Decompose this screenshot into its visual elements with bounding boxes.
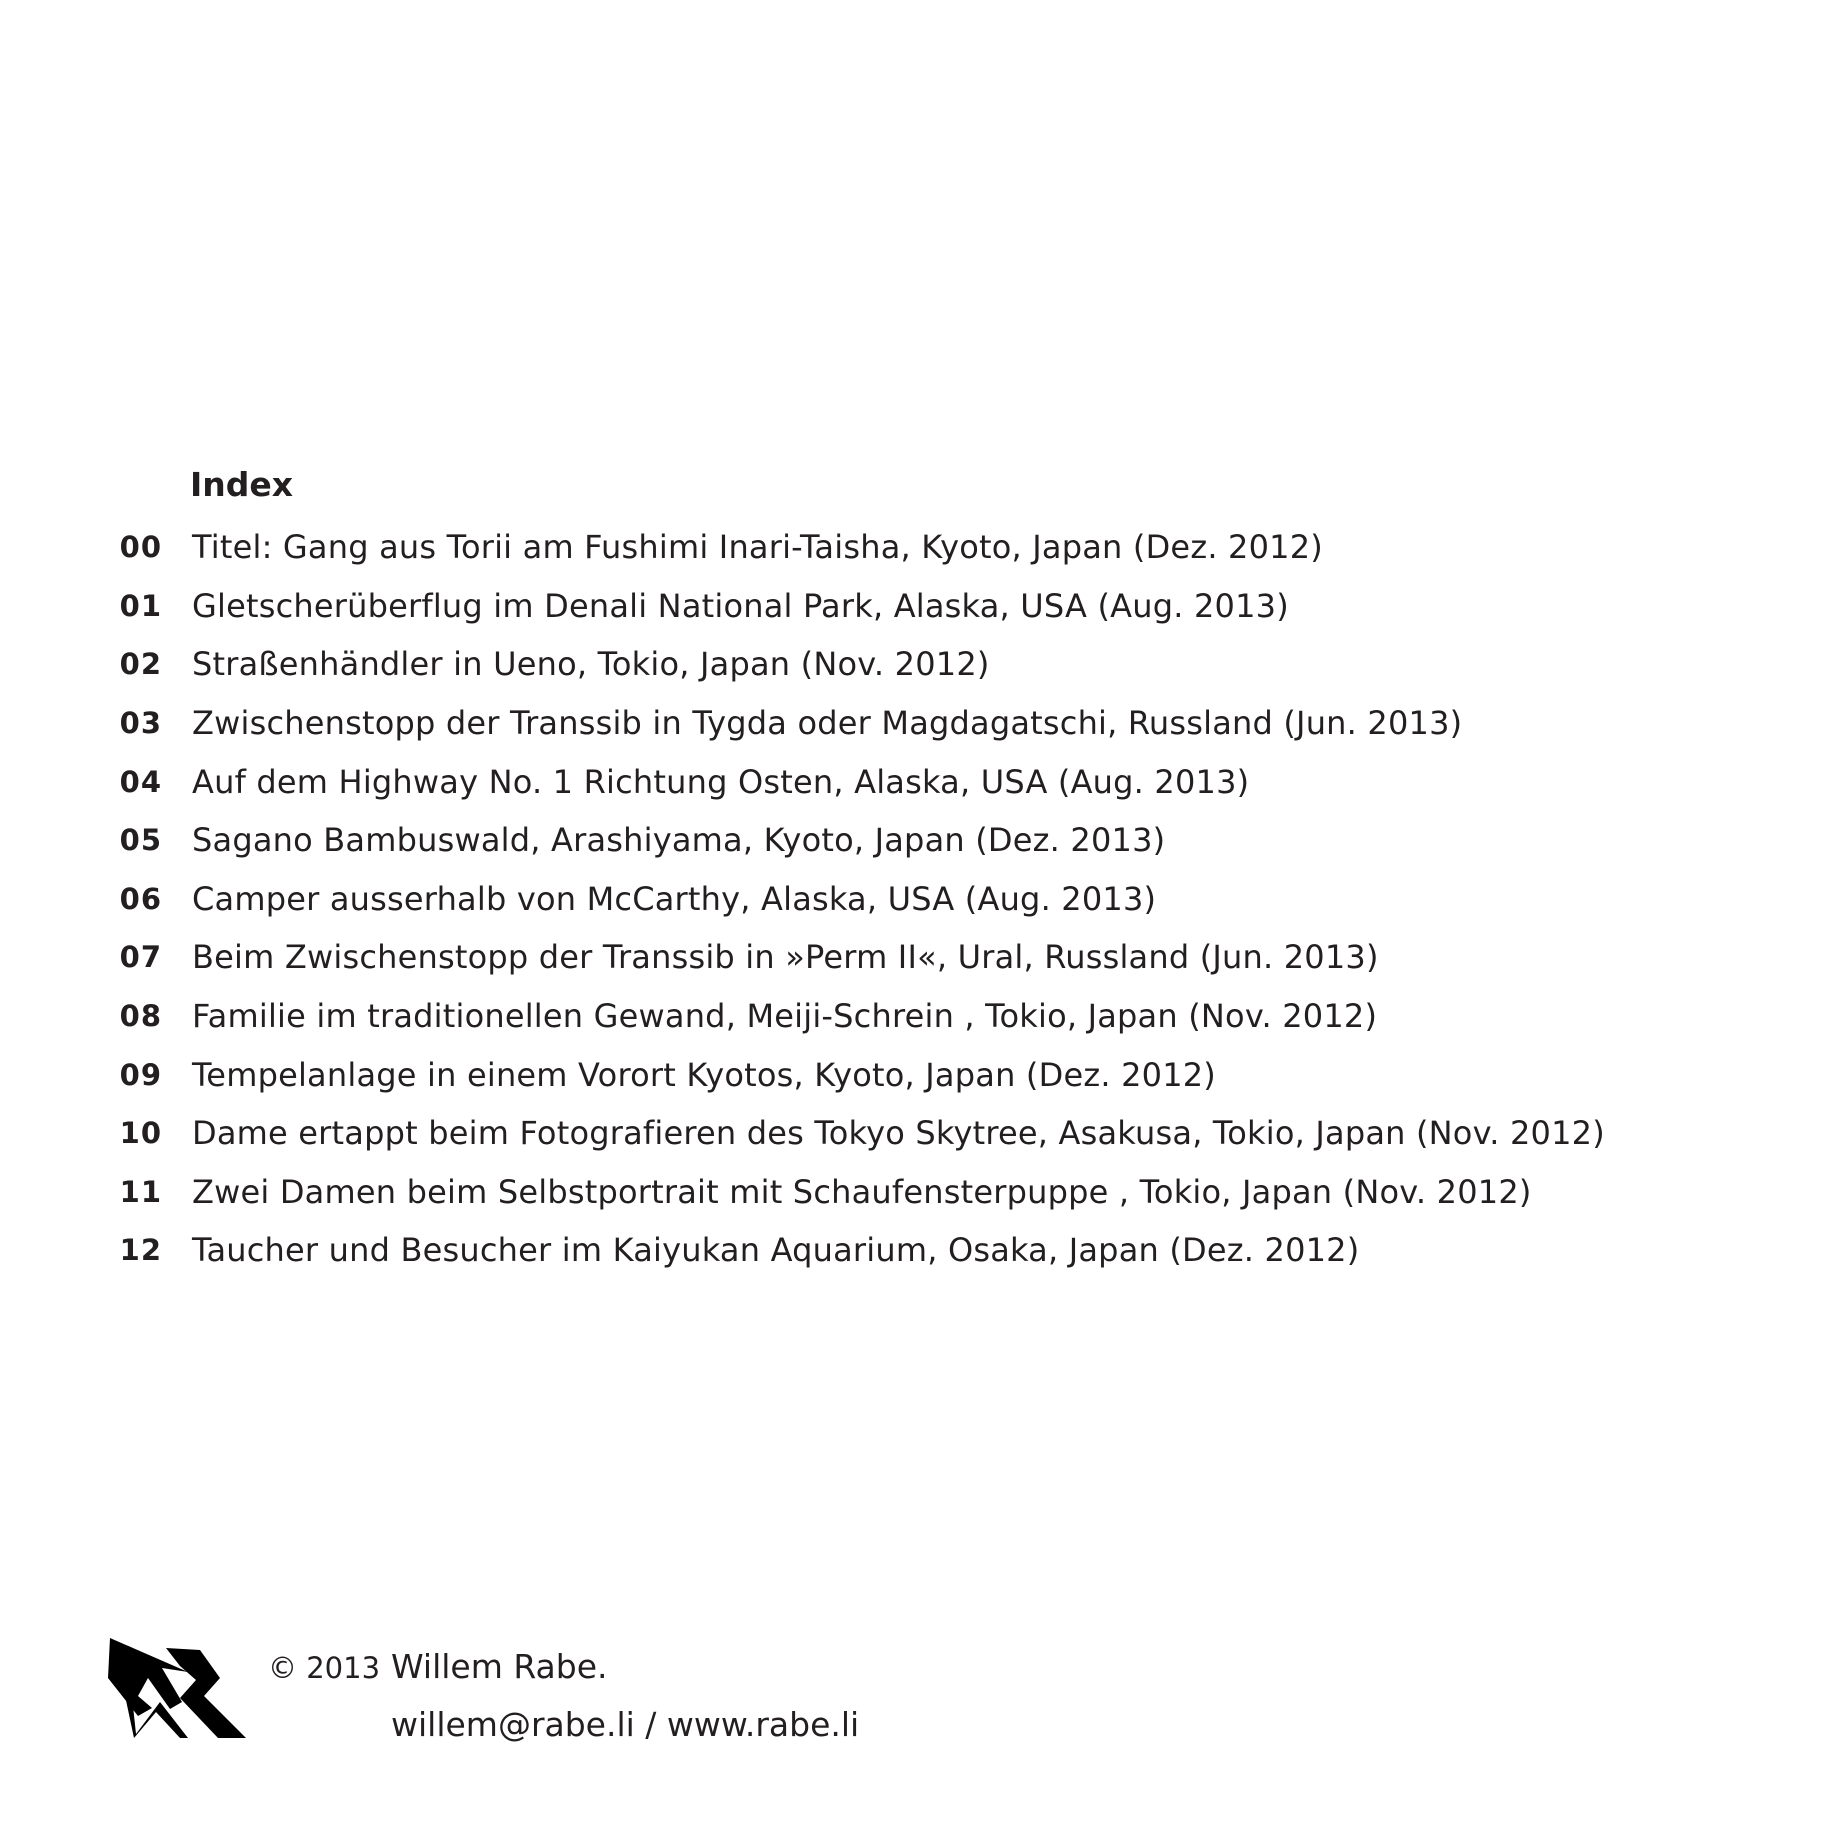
index-entry-text: Camper ausserhalb von McCarthy, Alaska, USA (Aug. 2013) [192,879,1157,918]
copyright-notice: © 2013 [268,1651,381,1685]
index-entry-text: Zwischenstopp der Transsib in Tygda oder Magdagatschi, Russland (Jun. 2013) [192,704,1463,743]
index-entry-number: 01 [119,588,162,623]
contact-info: willem@rabe.li / www.rabe.li [391,1705,860,1744]
footer [0,1630,1824,1770]
index-entry-text: Dame ertappt beim Fotografieren des Tokyo Skytree, Asakusa, Tokio, Japan (Nov. 2012) [192,1114,1605,1153]
index-entry-text: Familie im traditionellen Gewand, Meiji-Schrein , Tokio, Japan (Nov. 2012) [192,997,1378,1036]
index-entry-number: 05 [119,823,162,858]
index-entry-text: Taucher und Besucher im Kaiyukan Aquarium, Osaka, Japan (Dez. 2012) [192,1231,1360,1270]
index-entry-number: 12 [119,1233,162,1268]
index-entry [0,928,1605,987]
index-entry-number: 08 [119,999,162,1034]
index-entry-number: 06 [119,881,162,916]
index-entry-number: 11 [119,1174,162,1209]
index-entry-text: Titel: Gang aus Torii am Fushimi Inari-Taisha, Kyoto, Japan (Dez. 2012) [192,528,1323,567]
index-entry [0,577,1605,636]
index-heading: Index [190,465,294,504]
index-entry [0,1045,1605,1104]
index-entry [0,1221,1605,1280]
index-entry-text: Zwei Damen beim Selbstportrait mit Schaufensterpuppe , Tokio, Japan (Nov. 2012) [192,1172,1532,1211]
author-name: Willem Rabe. [391,1647,608,1686]
index-entry [0,987,1605,1046]
index-entry-text: Auf dem Highway No. 1 Richtung Osten, Alaska, USA (Aug. 2013) [192,762,1250,801]
index-entry [0,518,1605,577]
index-entry [0,752,1605,811]
index-entry-number: 10 [119,1116,162,1151]
index-entry-number: 02 [119,647,162,682]
index-entry-number: 04 [119,764,162,799]
index-entry-text: Sagano Bambuswald, Arashiyama, Kyoto, Japan (Dez. 2013) [192,821,1166,860]
index-entry [0,811,1605,870]
index-entry-text: Gletscherüberflug im Denali National Park, Alaska, USA (Aug. 2013) [192,586,1289,625]
wr-monogram-logo [108,1638,248,1748]
index-entry [0,1104,1605,1163]
index-entry-number: 09 [119,1057,162,1092]
index-list [0,518,1605,1280]
index-entry-text: Straßenhändler in Ueno, Tokio, Japan (Nov. 2012) [192,645,990,684]
index-entry [0,694,1605,753]
index-entry [0,870,1605,929]
index-entry-number: 07 [119,940,162,975]
index-entry [0,635,1605,694]
index-entry-text: Beim Zwischenstopp der Transsib in »Perm II«, Ural, Russland (Jun. 2013) [192,938,1379,977]
index-entry-number: 00 [119,530,162,565]
index-entry-text: Tempelanlage in einem Vorort Kyotos, Kyoto, Japan (Dez. 2012) [192,1055,1216,1094]
index-entry-number: 03 [119,706,162,741]
index-entry [0,1163,1605,1222]
